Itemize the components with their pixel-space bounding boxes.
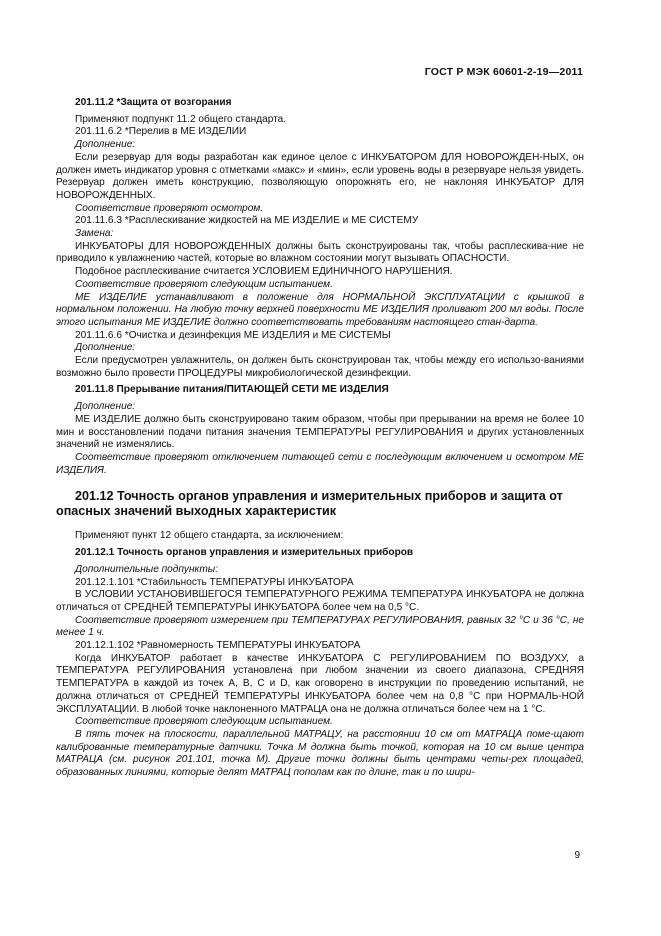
test-description: МЕ ИЗДЕЛИЕ устанавливают в положение для НОРМАЛЬНОЙ ЭКСПЛУАТАЦИИ с крышкой в нормальном положении. На любую точку верхней поверхности МЕ ИЗДЕЛИЯ проливают 200 мл воды. После этого испытания МЕ ИЗДЕЛИЕ должно соответствовать требованиям настоящего стан-дарта.	[56, 291, 584, 328]
test-description: В пять точек на плоскости, параллельной МАТРАЦУ, на расстоянии 10 см от МАТРАЦА поме-щают калиброванные температурные датчики. Точка M должна быть точкой, которая на 10 см выше центра МАТРАЦА (см. рисунок 201.101, точка M). Другие точки должны быть центрами четы-рех площадей, образованных линиями, которые делят МАТРАЦ пополам как по длине, так и по шири-	[56, 728, 584, 779]
subsection-heading: 201.11.6.3 *Расплескивание жидкостей на МЕ ИЗДЕЛИЕ и МЕ СИСТЕМУ	[75, 215, 419, 227]
subsection-heading: 201.11.6.6 *Очистка и дезинфекция МЕ ИЗДЕЛИЯ и МЕ СИСТЕМЫ	[75, 329, 391, 341]
compliance-note: Соответствие проверяют осмотром.	[75, 202, 264, 214]
amendment-label: Замена:	[75, 228, 114, 240]
section-heading-201-12: 201.12 Точность органов управления и измерительных приборов и защита от опасных значений выходных характеристик	[56, 489, 563, 519]
subsection-heading: 201.12.1.101 *Стабильность ТЕМПЕРАТУРЫ ИНКУБАТОРА	[75, 576, 354, 588]
paragraph: В УСЛОВИИ УСТАНОВИВШЕГОСЯ ТЕМПЕРАТУРНОГО РЕЖИМА ТЕМПЕРАТУРА ИНКУБАТОРА не должна отличаться от СРЕДНЕЙ ТЕМПЕРАТУРЫ ИНКУБАТОРА более чем на 0,5 °C.	[56, 589, 584, 613]
compliance-note: Соответствие проверяют следующим испытанием.	[75, 716, 333, 728]
section-heading-201-11-8: 201.11.8 Прерывание питания/ПИТАЮЩЕЙ СЕТИ МЕ ИЗДЕЛИЯ	[75, 384, 389, 396]
subsection-heading: 201.11.6.2 *Перелив в МЕ ИЗДЕЛИИ	[75, 126, 247, 138]
standard-header: ГОСТ Р МЭК 60601-2-19—2011	[424, 66, 583, 78]
section-heading-201-11-2: 201.11.2 *Защита от возгорания	[75, 97, 232, 108]
section-heading-201-12-1: 201.12.1 Точность органов управления и измерительных приборов	[75, 547, 414, 559]
compliance-note: Соответствие проверяют отключением питающей сети с последующим включением и осмотром МЕ ИЗДЕЛИЯ.	[56, 451, 584, 476]
amendment-label: Дополнение:	[75, 401, 136, 413]
paragraph: МЕ ИЗДЕЛИЕ должно быть сконструировано таким образом, чтобы при прерывании на время не более 10 мин и восстановлении подачи питания значения ТЕМПЕРАТУРЫ РЕГУЛИРОВАНИЯ и других установленных значений не изменялись.	[56, 413, 584, 451]
amendment-label: Дополнение:	[75, 139, 136, 151]
document-body	[56, 97, 584, 780]
page-number: 9	[574, 850, 580, 861]
paragraph: Подобное расплескивание считается УСЛОВИЕМ ЕДИНИЧНОГО НАРУШЕНИЯ.	[75, 266, 453, 278]
paragraph: Применяют пункт 12 общего стандарта, за исключением:	[75, 530, 344, 542]
paragraph: ИНКУБАТОРЫ ДЛЯ НОВОРОЖДЕННЫХ должны быть сконструированы так, чтобы расплескива-ние не приводило к увлажнению частей, которые во влажном состоянии могут вызывать ОПАСНОСТИ.	[56, 240, 584, 265]
amendment-label: Дополнительные подпункты:	[75, 563, 219, 575]
paragraph: Когда ИНКУБАТОР работает в качестве ИНКУБАТОРА С РЕГУЛИРОВАНИЕМ ПО ВОЗДУХУ, а ТЕМПЕРАТУРА РЕГУЛИРОВАНИЯ установлена при любом значении из своего диапазона, СРЕДНЯЯ ТЕМПЕРАТУРА в каждой из точек A, B, C и D, как оговорено в инструкции по проведению испытаний, не должна отличаться от СРЕДНЕЙ ТЕМПЕРАТУРЫ ИНКУБАТОРА более чем на 0,8 °C при НОРМАЛЬ-НОЙ ЭКСПЛУАТАЦИИ. В любой точке наклоненного МАТРАЦА она не должна отличаться более чем на 1 °C.	[56, 652, 584, 715]
compliance-note: Соответствие проверяют следующим испытанием.	[75, 278, 333, 290]
paragraph: Применяют подпункт 11.2 общего стандарта.	[75, 113, 287, 125]
subsection-heading: 201.12.1.102 *Равномерность ТЕМПЕРАТУРЫ ИНКУБАТОРА	[75, 640, 361, 652]
compliance-note: Соответствие проверяют измерением при ТЕМПЕРАТУРАХ РЕГУЛИРОВАНИЯ, равных 32 °C и 36 °C, не менее 1 ч.	[56, 614, 584, 639]
paragraph: Если предусмотрен увлажнитель, он должен быть сконструирован так, чтобы между его использо-ваниями возможно было провести ПРОЦЕДУРЫ микробиологической дезинфекции.	[56, 355, 584, 379]
amendment-label: Дополнение:	[75, 342, 136, 354]
paragraph: Если резервуар для воды разработан как единое целое с ИНКУБАТОРОМ ДЛЯ НОВОРОЖДЕН-НЫХ, он должен иметь индикатор уровня с отметками «макс» и «мин», если уровень воды в резервуаре нельзя увидеть. Резервуар должен иметь конструкцию, позволяющую опорожнять его, не наклоняя ИНКУБАТОР ДЛЯ НОВОРОЖДЕННЫХ.	[56, 151, 584, 201]
